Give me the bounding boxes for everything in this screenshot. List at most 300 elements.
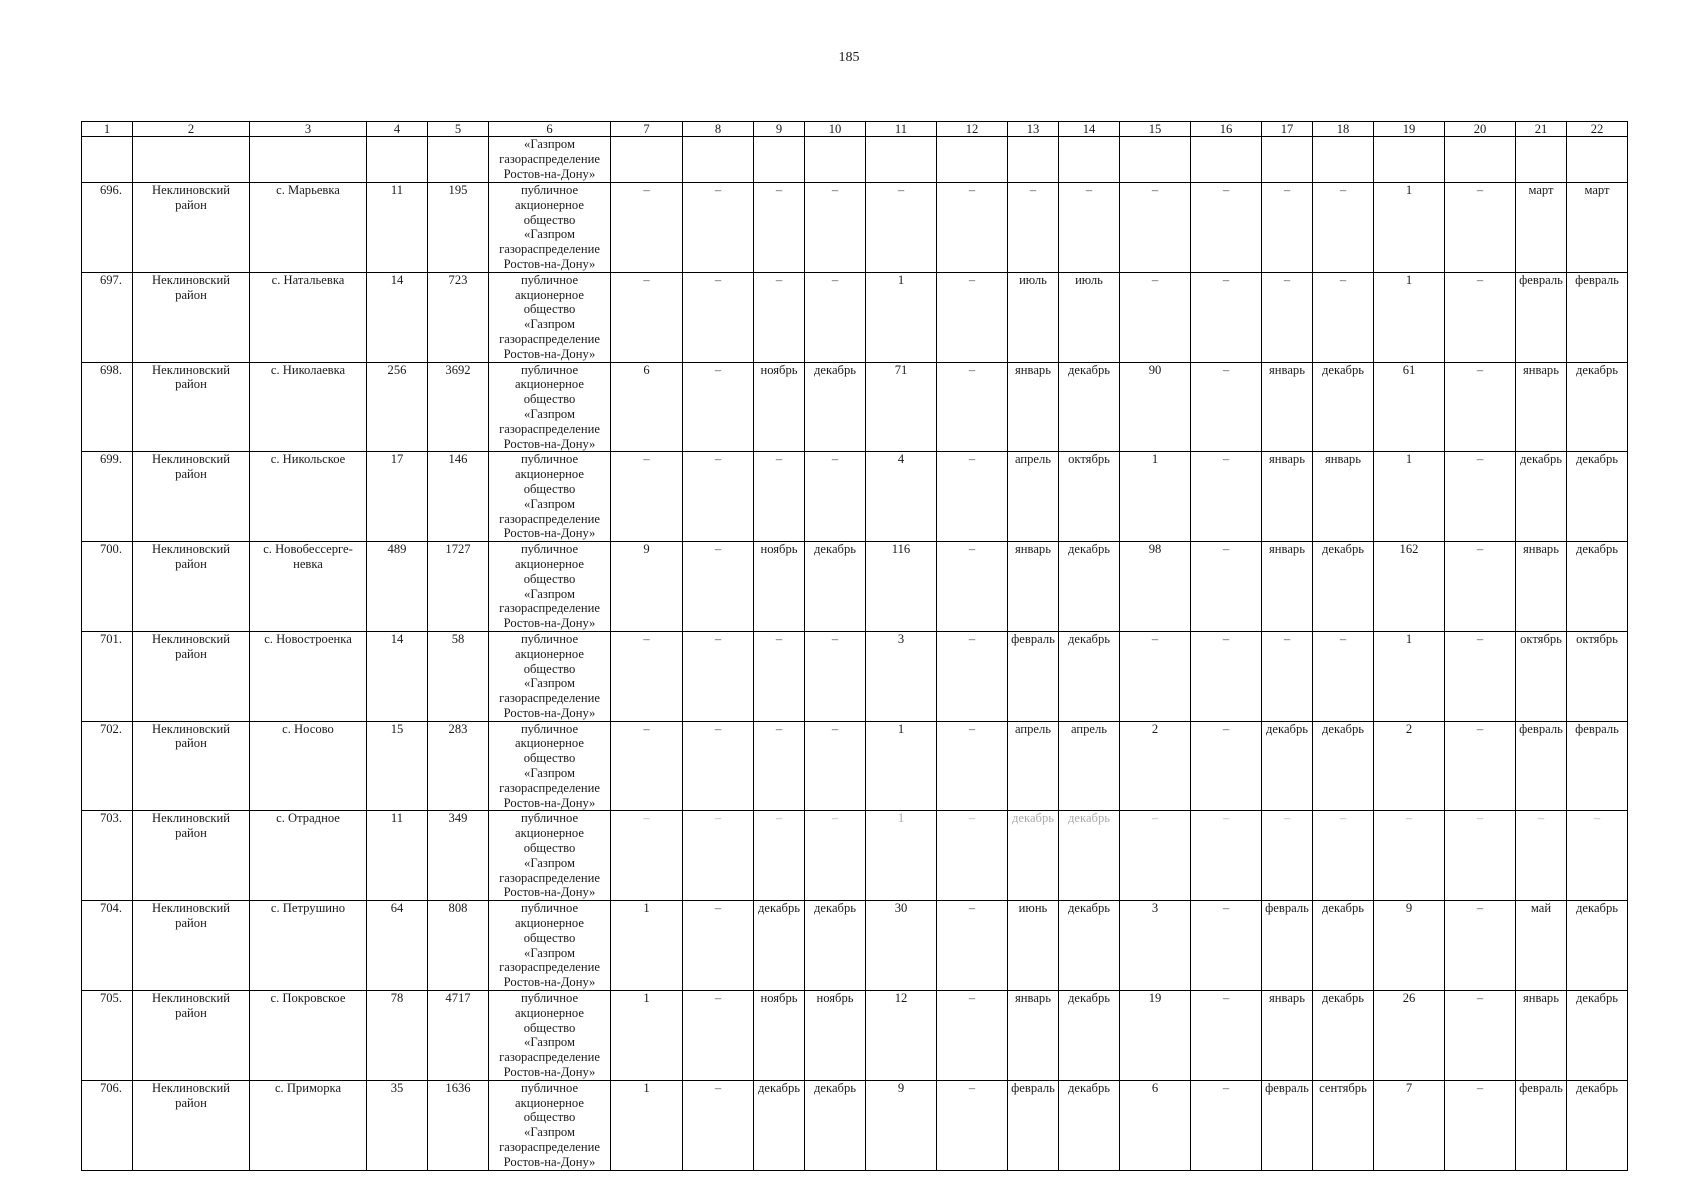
value-cell: – xyxy=(1445,362,1516,452)
value-cell: февраль xyxy=(1262,901,1313,991)
district-line: район xyxy=(175,1005,207,1020)
organization-line: газораспределение xyxy=(499,691,600,706)
value-cell: – xyxy=(683,542,754,632)
table-row xyxy=(82,721,1628,811)
value-cell: февраль xyxy=(1008,631,1059,721)
empty-cell xyxy=(937,137,1008,183)
organization-line: акционерное xyxy=(515,646,584,661)
organization-line: публичное xyxy=(520,183,579,197)
empty-cell xyxy=(428,137,489,183)
organization-line: публичное xyxy=(520,721,579,736)
value-cell: 3 xyxy=(1120,901,1191,991)
value-cell: декабрь xyxy=(1262,721,1313,811)
value-cell: февраль xyxy=(1516,1080,1567,1170)
value-cell: – xyxy=(754,631,805,721)
column-number-cell: 14 xyxy=(1059,122,1120,137)
district-cell xyxy=(133,362,250,452)
organization-line: «Газпром xyxy=(524,676,575,691)
count-cell: 1636 xyxy=(428,1080,489,1170)
organization-line: «Газпром xyxy=(524,945,575,960)
organization-line: публичное xyxy=(520,272,579,287)
value-cell: – xyxy=(805,811,866,901)
organization-line: публичное xyxy=(520,1080,579,1095)
organization-line: газораспределение xyxy=(499,601,600,616)
value-cell: октябрь xyxy=(1567,631,1628,721)
value-cell: январь xyxy=(1262,991,1313,1081)
settlement-line: с. Новостроенка xyxy=(264,631,352,646)
value-cell: – xyxy=(1059,183,1120,273)
empty-cell xyxy=(1120,137,1191,183)
organization-line: газораспределение xyxy=(499,1140,600,1154)
settlement-line: с. Отрадное xyxy=(276,811,340,826)
value-cell: 1 xyxy=(1374,631,1445,721)
organization-line: публичное xyxy=(520,991,579,1006)
value-cell: ноябрь xyxy=(754,991,805,1081)
column-number-cell: 16 xyxy=(1191,122,1262,137)
district-line: Неклиновский xyxy=(152,721,230,736)
value-cell: 1 xyxy=(866,272,937,362)
page-number: 185 xyxy=(838,50,860,65)
value-cell: – xyxy=(1191,901,1262,991)
value-cell: февраль xyxy=(1008,1080,1059,1170)
settlement-cell xyxy=(250,542,367,632)
empty-cell xyxy=(1191,137,1262,183)
value-cell: – xyxy=(683,362,754,452)
value-cell: декабрь xyxy=(1313,362,1374,452)
count-cell: 64 xyxy=(367,901,428,991)
settlement-line: с. Покровское xyxy=(270,991,346,1006)
value-cell: июнь xyxy=(1008,901,1059,991)
value-cell: – xyxy=(1191,183,1262,273)
district-line: Неклиновский xyxy=(152,991,230,1006)
organization-cell xyxy=(489,721,611,811)
value-cell: 1 xyxy=(611,1080,683,1170)
row-number-cell: 698. xyxy=(82,362,133,452)
organization-line: «Газпром xyxy=(524,227,575,242)
district-cell xyxy=(133,991,250,1081)
settlement-cell xyxy=(250,721,367,811)
value-cell: – xyxy=(1313,631,1374,721)
value-cell: – xyxy=(937,991,1008,1081)
organization-line: общество xyxy=(523,481,576,496)
organization-line: публичное xyxy=(520,362,579,377)
value-cell: – xyxy=(1567,811,1628,901)
value-cell: – xyxy=(1262,811,1313,901)
value-cell: декабрь xyxy=(805,1080,866,1170)
value-cell: январь xyxy=(1313,452,1374,542)
column-number-cell: 21 xyxy=(1516,122,1567,137)
value-cell: декабрь xyxy=(1567,901,1628,991)
value-cell: – xyxy=(1313,811,1374,901)
empty-cell xyxy=(1262,137,1313,183)
value-cell: 98 xyxy=(1120,542,1191,632)
value-cell: – xyxy=(754,721,805,811)
empty-cell xyxy=(1008,137,1059,183)
column-number-cell: 7 xyxy=(611,122,683,137)
count-cell: 349 xyxy=(428,811,489,901)
organization-line: газораспределение xyxy=(499,151,600,166)
empty-cell xyxy=(367,137,428,183)
settlement-cell xyxy=(250,1080,367,1170)
settlement-cell xyxy=(250,452,367,542)
column-number-cell: 2 xyxy=(133,122,250,137)
value-cell: 116 xyxy=(866,542,937,632)
column-number-cell: 10 xyxy=(805,122,866,137)
organization-line: общество xyxy=(523,571,576,586)
count-cell: 723 xyxy=(428,272,489,362)
value-cell: сентябрь xyxy=(1313,1080,1374,1170)
settlement-line: с. Приморка xyxy=(274,1080,342,1095)
organization-line: Ростов-на-Дону» xyxy=(503,705,596,720)
value-cell: – xyxy=(1445,452,1516,542)
settlement-line: с. Марьевка xyxy=(276,183,340,197)
value-cell: декабрь xyxy=(805,362,866,452)
count-cell: 17 xyxy=(367,452,428,542)
organization-line: Ростов-на-Дону» xyxy=(503,885,596,900)
value-cell: март xyxy=(1567,183,1628,273)
column-number-cell: 22 xyxy=(1567,122,1628,137)
value-cell: – xyxy=(805,272,866,362)
continuation-row xyxy=(82,137,1628,183)
district-line: район xyxy=(175,916,207,931)
data-table xyxy=(81,121,1628,1171)
value-cell: – xyxy=(1191,721,1262,811)
value-cell: – xyxy=(1120,811,1191,901)
organization-line: общество xyxy=(523,930,576,945)
settlement-line: с. Николаевка xyxy=(270,362,346,377)
value-cell: – xyxy=(611,183,683,273)
value-cell: – xyxy=(754,452,805,542)
value-cell: – xyxy=(1445,542,1516,632)
value-cell: 1 xyxy=(1374,272,1445,362)
count-cell: 11 xyxy=(367,811,428,901)
row-number-cell: 701. xyxy=(82,631,133,721)
organization-cell xyxy=(489,137,611,183)
value-cell: декабрь xyxy=(1516,452,1567,542)
district-line: Неклиновский xyxy=(152,542,230,557)
value-cell: 6 xyxy=(611,362,683,452)
value-cell: – xyxy=(805,183,866,273)
row-number-cell: 697. xyxy=(82,272,133,362)
value-cell: февраль xyxy=(1262,1080,1313,1170)
value-cell: – xyxy=(1445,901,1516,991)
value-cell: – xyxy=(937,901,1008,991)
value-cell: декабрь xyxy=(1567,452,1628,542)
value-cell: – xyxy=(805,631,866,721)
empty-cell xyxy=(1313,137,1374,183)
row-number-cell: 705. xyxy=(82,991,133,1081)
value-cell: – xyxy=(937,183,1008,273)
value-cell: 1 xyxy=(1120,452,1191,542)
count-cell: 1727 xyxy=(428,542,489,632)
count-cell: 11 xyxy=(367,183,428,273)
value-cell: январь xyxy=(1008,991,1059,1081)
value-cell: 1 xyxy=(866,811,937,901)
empty-cell xyxy=(1516,137,1567,183)
value-cell: – xyxy=(1191,542,1262,632)
district-cell xyxy=(133,1080,250,1170)
value-cell: январь xyxy=(1516,542,1567,632)
organization-line: акционерное xyxy=(515,1095,584,1110)
value-cell: – xyxy=(937,452,1008,542)
organization-line: газораспределение xyxy=(499,242,600,257)
column-number-cell: 8 xyxy=(683,122,754,137)
value-cell: – xyxy=(683,991,754,1081)
organization-line: газораспределение xyxy=(499,870,600,885)
settlement-line: невка xyxy=(293,556,323,571)
district-cell xyxy=(133,542,250,632)
value-cell: декабрь xyxy=(754,901,805,991)
empty-cell xyxy=(1374,137,1445,183)
organization-line: общество xyxy=(523,392,576,407)
district-line: район xyxy=(175,377,207,392)
value-cell: – xyxy=(683,183,754,273)
value-cell: декабрь xyxy=(1059,1080,1120,1170)
value-cell: 2 xyxy=(1120,721,1191,811)
organization-cell xyxy=(489,811,611,901)
table-row xyxy=(82,272,1628,362)
column-number-cell: 4 xyxy=(367,122,428,137)
value-cell: – xyxy=(937,542,1008,632)
settlement-cell xyxy=(250,272,367,362)
settlement-line: с. Натальевка xyxy=(271,272,345,287)
organization-line: акционерное xyxy=(515,197,584,212)
value-cell: декабрь xyxy=(1059,811,1120,901)
district-line: район xyxy=(175,826,207,841)
district-line: Неклиновский xyxy=(152,272,230,287)
value-cell: – xyxy=(611,811,683,901)
count-cell: 14 xyxy=(367,272,428,362)
value-cell: – xyxy=(683,901,754,991)
count-cell: 78 xyxy=(367,991,428,1081)
value-cell: – xyxy=(683,1080,754,1170)
column-number-cell: 12 xyxy=(937,122,1008,137)
district-cell xyxy=(133,901,250,991)
value-cell: 1 xyxy=(1374,452,1445,542)
organization-line: публичное xyxy=(520,901,579,916)
value-cell: декабрь xyxy=(1059,901,1120,991)
value-cell: – xyxy=(1191,811,1262,901)
value-cell: – xyxy=(1445,721,1516,811)
value-cell: – xyxy=(805,452,866,542)
organization-line: общество xyxy=(523,1020,576,1035)
value-cell: 9 xyxy=(866,1080,937,1170)
value-cell: 61 xyxy=(1374,362,1445,452)
column-number-row xyxy=(82,122,1628,137)
organization-line: газораспределение xyxy=(499,1050,600,1065)
organization-cell xyxy=(489,183,611,273)
value-cell: декабрь xyxy=(1059,991,1120,1081)
table-row xyxy=(82,991,1628,1081)
value-cell: – xyxy=(683,721,754,811)
organization-line: «Газпром xyxy=(524,317,575,332)
organization-line: акционерное xyxy=(515,826,584,841)
row-number-cell: 702. xyxy=(82,721,133,811)
value-cell: – xyxy=(611,272,683,362)
value-cell: – xyxy=(937,721,1008,811)
value-cell: ноябрь xyxy=(805,991,866,1081)
value-cell: – xyxy=(1445,272,1516,362)
value-cell: – xyxy=(1262,183,1313,273)
count-cell: 256 xyxy=(367,362,428,452)
district-line: Неклиновский xyxy=(152,183,230,197)
organization-cell xyxy=(489,991,611,1081)
value-cell: – xyxy=(1191,991,1262,1081)
empty-cell xyxy=(82,137,133,183)
value-cell: 3 xyxy=(866,631,937,721)
organization-line: «Газпром xyxy=(524,406,575,421)
value-cell: – xyxy=(1445,183,1516,273)
value-cell: май xyxy=(1516,901,1567,991)
value-cell: – xyxy=(754,183,805,273)
district-line: Неклиновский xyxy=(152,362,230,377)
table-row xyxy=(82,362,1628,452)
table-row xyxy=(82,542,1628,632)
settlement-cell xyxy=(250,811,367,901)
value-cell: – xyxy=(937,362,1008,452)
value-cell: декабрь xyxy=(1313,901,1374,991)
column-number-cell: 15 xyxy=(1120,122,1191,137)
table-row xyxy=(82,631,1628,721)
value-cell: декабрь xyxy=(1313,721,1374,811)
table-row xyxy=(82,811,1628,901)
row-number-cell: 699. xyxy=(82,452,133,542)
value-cell: 4 xyxy=(866,452,937,542)
column-number-cell: 1 xyxy=(82,122,133,137)
value-cell: 162 xyxy=(1374,542,1445,632)
organization-cell xyxy=(489,1080,611,1170)
value-cell: – xyxy=(1191,1080,1262,1170)
organization-line: общество xyxy=(523,751,576,766)
value-cell: декабрь xyxy=(1313,991,1374,1081)
empty-cell xyxy=(133,137,250,183)
table-row xyxy=(82,452,1628,542)
value-cell: – xyxy=(683,631,754,721)
organization-line: Ростов-на-Дону» xyxy=(503,166,596,181)
value-cell: 1 xyxy=(611,901,683,991)
settlement-cell xyxy=(250,362,367,452)
value-cell: декабрь xyxy=(1567,542,1628,632)
district-line: Неклиновский xyxy=(152,452,230,467)
empty-cell xyxy=(611,137,683,183)
value-cell: – xyxy=(1445,991,1516,1081)
value-cell: апрель xyxy=(1059,721,1120,811)
settlement-line: с. Никольское xyxy=(270,452,346,467)
value-cell: декабрь xyxy=(1059,631,1120,721)
settlement-line: с. Новобессерге- xyxy=(263,542,353,557)
organization-cell xyxy=(489,542,611,632)
district-line: район xyxy=(175,287,207,302)
district-line: район xyxy=(175,1095,207,1110)
value-cell: – xyxy=(1008,183,1059,273)
value-cell: 6 xyxy=(1120,1080,1191,1170)
value-cell: 30 xyxy=(866,901,937,991)
table-row xyxy=(82,183,1628,273)
value-cell: декабрь xyxy=(805,542,866,632)
value-cell: – xyxy=(1445,811,1516,901)
value-cell: январь xyxy=(1262,452,1313,542)
value-cell: – xyxy=(1191,272,1262,362)
organization-line: публичное xyxy=(520,811,579,826)
value-cell: 1 xyxy=(1374,183,1445,273)
district-cell xyxy=(133,183,250,273)
value-cell: февраль xyxy=(1516,721,1567,811)
table-row xyxy=(82,1080,1628,1170)
district-line: Неклиновский xyxy=(152,1080,230,1095)
organization-line: Ростов-на-Дону» xyxy=(503,346,596,361)
count-cell: 14 xyxy=(367,631,428,721)
empty-cell xyxy=(866,137,937,183)
column-number-cell: 3 xyxy=(250,122,367,137)
count-cell: 3692 xyxy=(428,362,489,452)
value-cell: – xyxy=(611,452,683,542)
district-line: Неклиновский xyxy=(152,901,230,916)
value-cell: январь xyxy=(1516,991,1567,1081)
settlement-line: с. Носово xyxy=(282,721,334,736)
organization-line: акционерное xyxy=(515,377,584,392)
value-cell: декабрь xyxy=(1059,542,1120,632)
district-cell xyxy=(133,452,250,542)
value-cell: 9 xyxy=(611,542,683,632)
value-cell: июль xyxy=(1008,272,1059,362)
value-cell: январь xyxy=(1008,362,1059,452)
organization-line: акционерное xyxy=(515,467,584,482)
organization-line: «Газпром xyxy=(524,1125,575,1140)
value-cell: декабрь xyxy=(1567,991,1628,1081)
column-number-cell: 18 xyxy=(1313,122,1374,137)
value-cell: октябрь xyxy=(1059,452,1120,542)
value-cell: – xyxy=(805,721,866,811)
value-cell: – xyxy=(1445,631,1516,721)
value-cell: – xyxy=(1120,631,1191,721)
value-cell: ноябрь xyxy=(754,362,805,452)
value-cell: – xyxy=(754,272,805,362)
value-cell: январь xyxy=(1262,362,1313,452)
organization-cell xyxy=(489,631,611,721)
organization-line: газораспределение xyxy=(499,331,600,346)
settlement-line: с. Петрушино xyxy=(270,901,346,916)
value-cell: – xyxy=(754,811,805,901)
value-cell: 26 xyxy=(1374,991,1445,1081)
settlement-cell xyxy=(250,991,367,1081)
value-cell: – xyxy=(937,811,1008,901)
value-cell: – xyxy=(1120,272,1191,362)
organization-line: акционерное xyxy=(515,556,584,571)
value-cell: январь xyxy=(1516,362,1567,452)
organization-line: газораспределение xyxy=(499,421,600,436)
organization-line: «Газпром xyxy=(524,586,575,601)
settlement-cell xyxy=(250,183,367,273)
district-cell xyxy=(133,721,250,811)
value-cell: – xyxy=(866,183,937,273)
value-cell: – xyxy=(1262,272,1313,362)
organization-line: Ростов-на-Дону» xyxy=(503,256,596,271)
column-number-cell: 17 xyxy=(1262,122,1313,137)
organization-line: общество xyxy=(523,212,576,227)
count-cell: 4717 xyxy=(428,991,489,1081)
organization-line: Ростов-на-Дону» xyxy=(503,795,596,810)
value-cell: декабрь xyxy=(1567,362,1628,452)
empty-cell xyxy=(1567,137,1628,183)
organization-line: Ростов-на-Дону» xyxy=(503,1065,596,1080)
organization-line: публичное xyxy=(520,542,579,557)
value-cell: январь xyxy=(1008,542,1059,632)
organization-line: «Газпром xyxy=(524,1035,575,1050)
value-cell: 1 xyxy=(611,991,683,1081)
district-line: район xyxy=(175,646,207,661)
district-line: Неклиновский xyxy=(152,631,230,646)
value-cell: февраль xyxy=(1567,272,1628,362)
